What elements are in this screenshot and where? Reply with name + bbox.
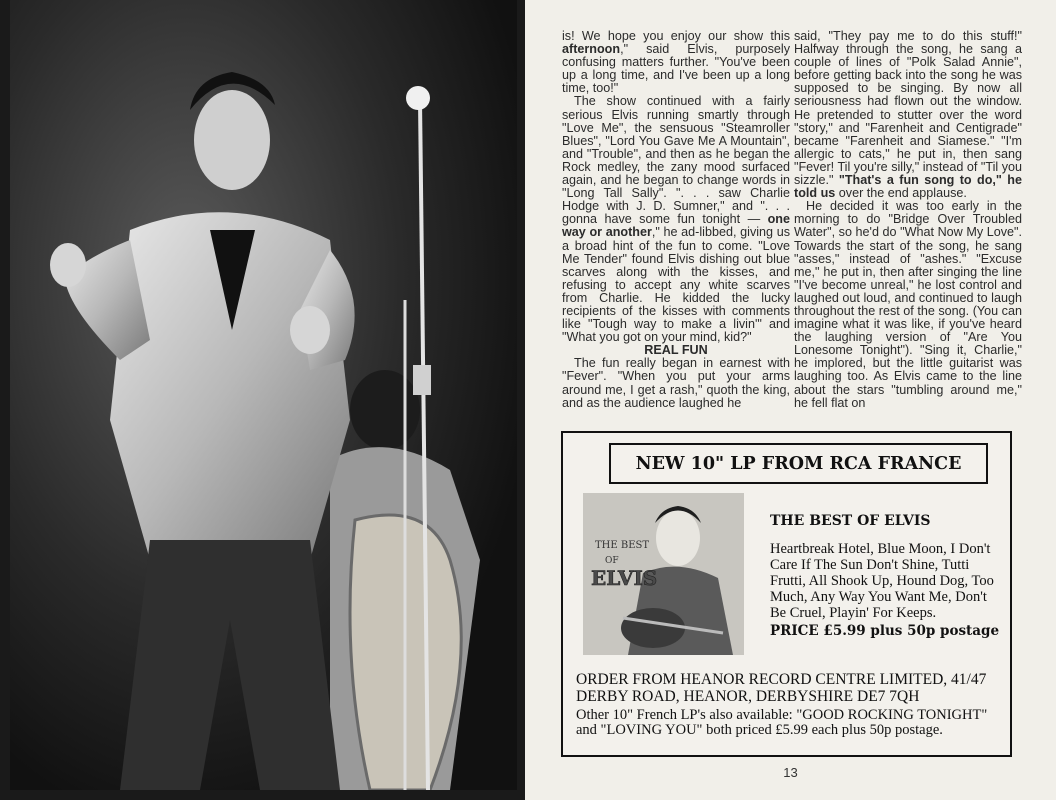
album-cover-image bbox=[583, 493, 744, 655]
photo-illustration bbox=[10, 0, 517, 790]
svg-text:THE BEST: THE BEST bbox=[595, 540, 650, 551]
article-paragraph: said, "They pay me to do this stuff!" Halfway through the song, he sang a couple of lines of "Polk Salad Annie", before getting back into the song he was supposed to be singing. By now all seriousness had flown out the window. He pretended to stutter over the word "story," and "Farenheit and Centigrade" became "Farenheit and Siamese." "I'm allergic to cats," he put in, then sang "Fever! Til you're silly," instead of "Til you sizzle." "That's a fun song to do," he told us over the end applause. bbox=[794, 29, 1022, 201]
right-page bbox=[525, 0, 1056, 800]
ad-price: PRICE £5.99 plus 50p postage bbox=[770, 623, 1000, 639]
ad-tracklist: Heartbreak Hotel, Blue Moon, I Don't Care If The Sun Don't Shine, Tutti Frutti, All Shook Up, Hound Dog, Too Much, Any Way You Want Me, Don't Be Cruel, Playin' For Keeps. bbox=[770, 541, 994, 621]
album-cover-illustration bbox=[583, 493, 744, 655]
article-paragraph: is! We hope you enjoy our show this afternoon," said Elvis, purposely confusing matters further. "You've been up a long time, and I've been up a long time, too!" bbox=[562, 29, 790, 96]
advertisement bbox=[561, 431, 1012, 757]
page-number: 13 bbox=[783, 765, 798, 780]
svg-text:ELVIS: ELVIS bbox=[591, 566, 658, 590]
ad-subtitle: THE BEST OF ELVIS bbox=[770, 513, 931, 529]
article-paragraph: He decided it was too early in the morning to do "Bridge Over Troubled Water", so he'd do "What Now My Love". Towards the start of the song, he sang "asses," instead of "ashes." "Excuse me," he put in, then after singing the line "I've become unreal," he lost control and laughed out loud, and continued to laugh throughout the rest of the song. (You can imagine what it was like, if you've heard the laughing version of "Are You Lonesome Tonight"). "Sing it, Charlie," he implored, but the little guitarist was laughing too. As Elvis came to the line about the stars "tumbling around me," he fell flat on bbox=[794, 199, 1022, 410]
article-subheading: REAL FUN bbox=[644, 343, 708, 358]
svg-text:OF: OF bbox=[605, 556, 619, 566]
ad-order-address: ORDER FROM HEANOR RECORD CENTRE LIMITED, 41/47 DERBY ROAD, HEANOR, DERBYSHIRE DE7 7QH bbox=[576, 671, 987, 705]
article-paragraph: The fun really began in earnest with "Fever". "When you put your arms around me, I get a rash," quoth the king, and as the audience laughed he bbox=[562, 356, 790, 410]
article-column-1 bbox=[562, 30, 790, 410]
article-paragraph: The show continued with a fairly serious Elvis running smartly through "Love Me", the sensuous "Steamroller Blues", "Lord You Gave Me A Mountain", and "Trouble", and then as he began the Rock medley, the zany mood surfaced again, and he began to change words in "Long Tall Sally". ". . . saw Charlie Hodge with J. D. Sumner," and ". . . gonna have some fun tonight — one way or another," he ad-libbed, giving us a broad hint of the fun to come. "Love Me Tender" found Elvis dishing out blue scarves along with the kisses, and refusing to accept any white scarves from Charlie. He kidded the lucky recipients of the kisses with comments like "Tough way to make a livin'" and "What you got on your mind, kid?" bbox=[562, 94, 790, 345]
ad-other-lps: Other 10" French LP's also available: "GOOD ROCKING TONIGHT" and "LOVING YOU" both priced £5.99 each plus 50p postage. bbox=[576, 707, 988, 738]
ad-title: NEW 10" LP FROM RCA FRANCE bbox=[609, 443, 988, 484]
ad-details bbox=[770, 513, 1000, 639]
left-page bbox=[0, 0, 525, 800]
article-column-2 bbox=[794, 30, 1022, 410]
concert-photo bbox=[10, 0, 517, 790]
